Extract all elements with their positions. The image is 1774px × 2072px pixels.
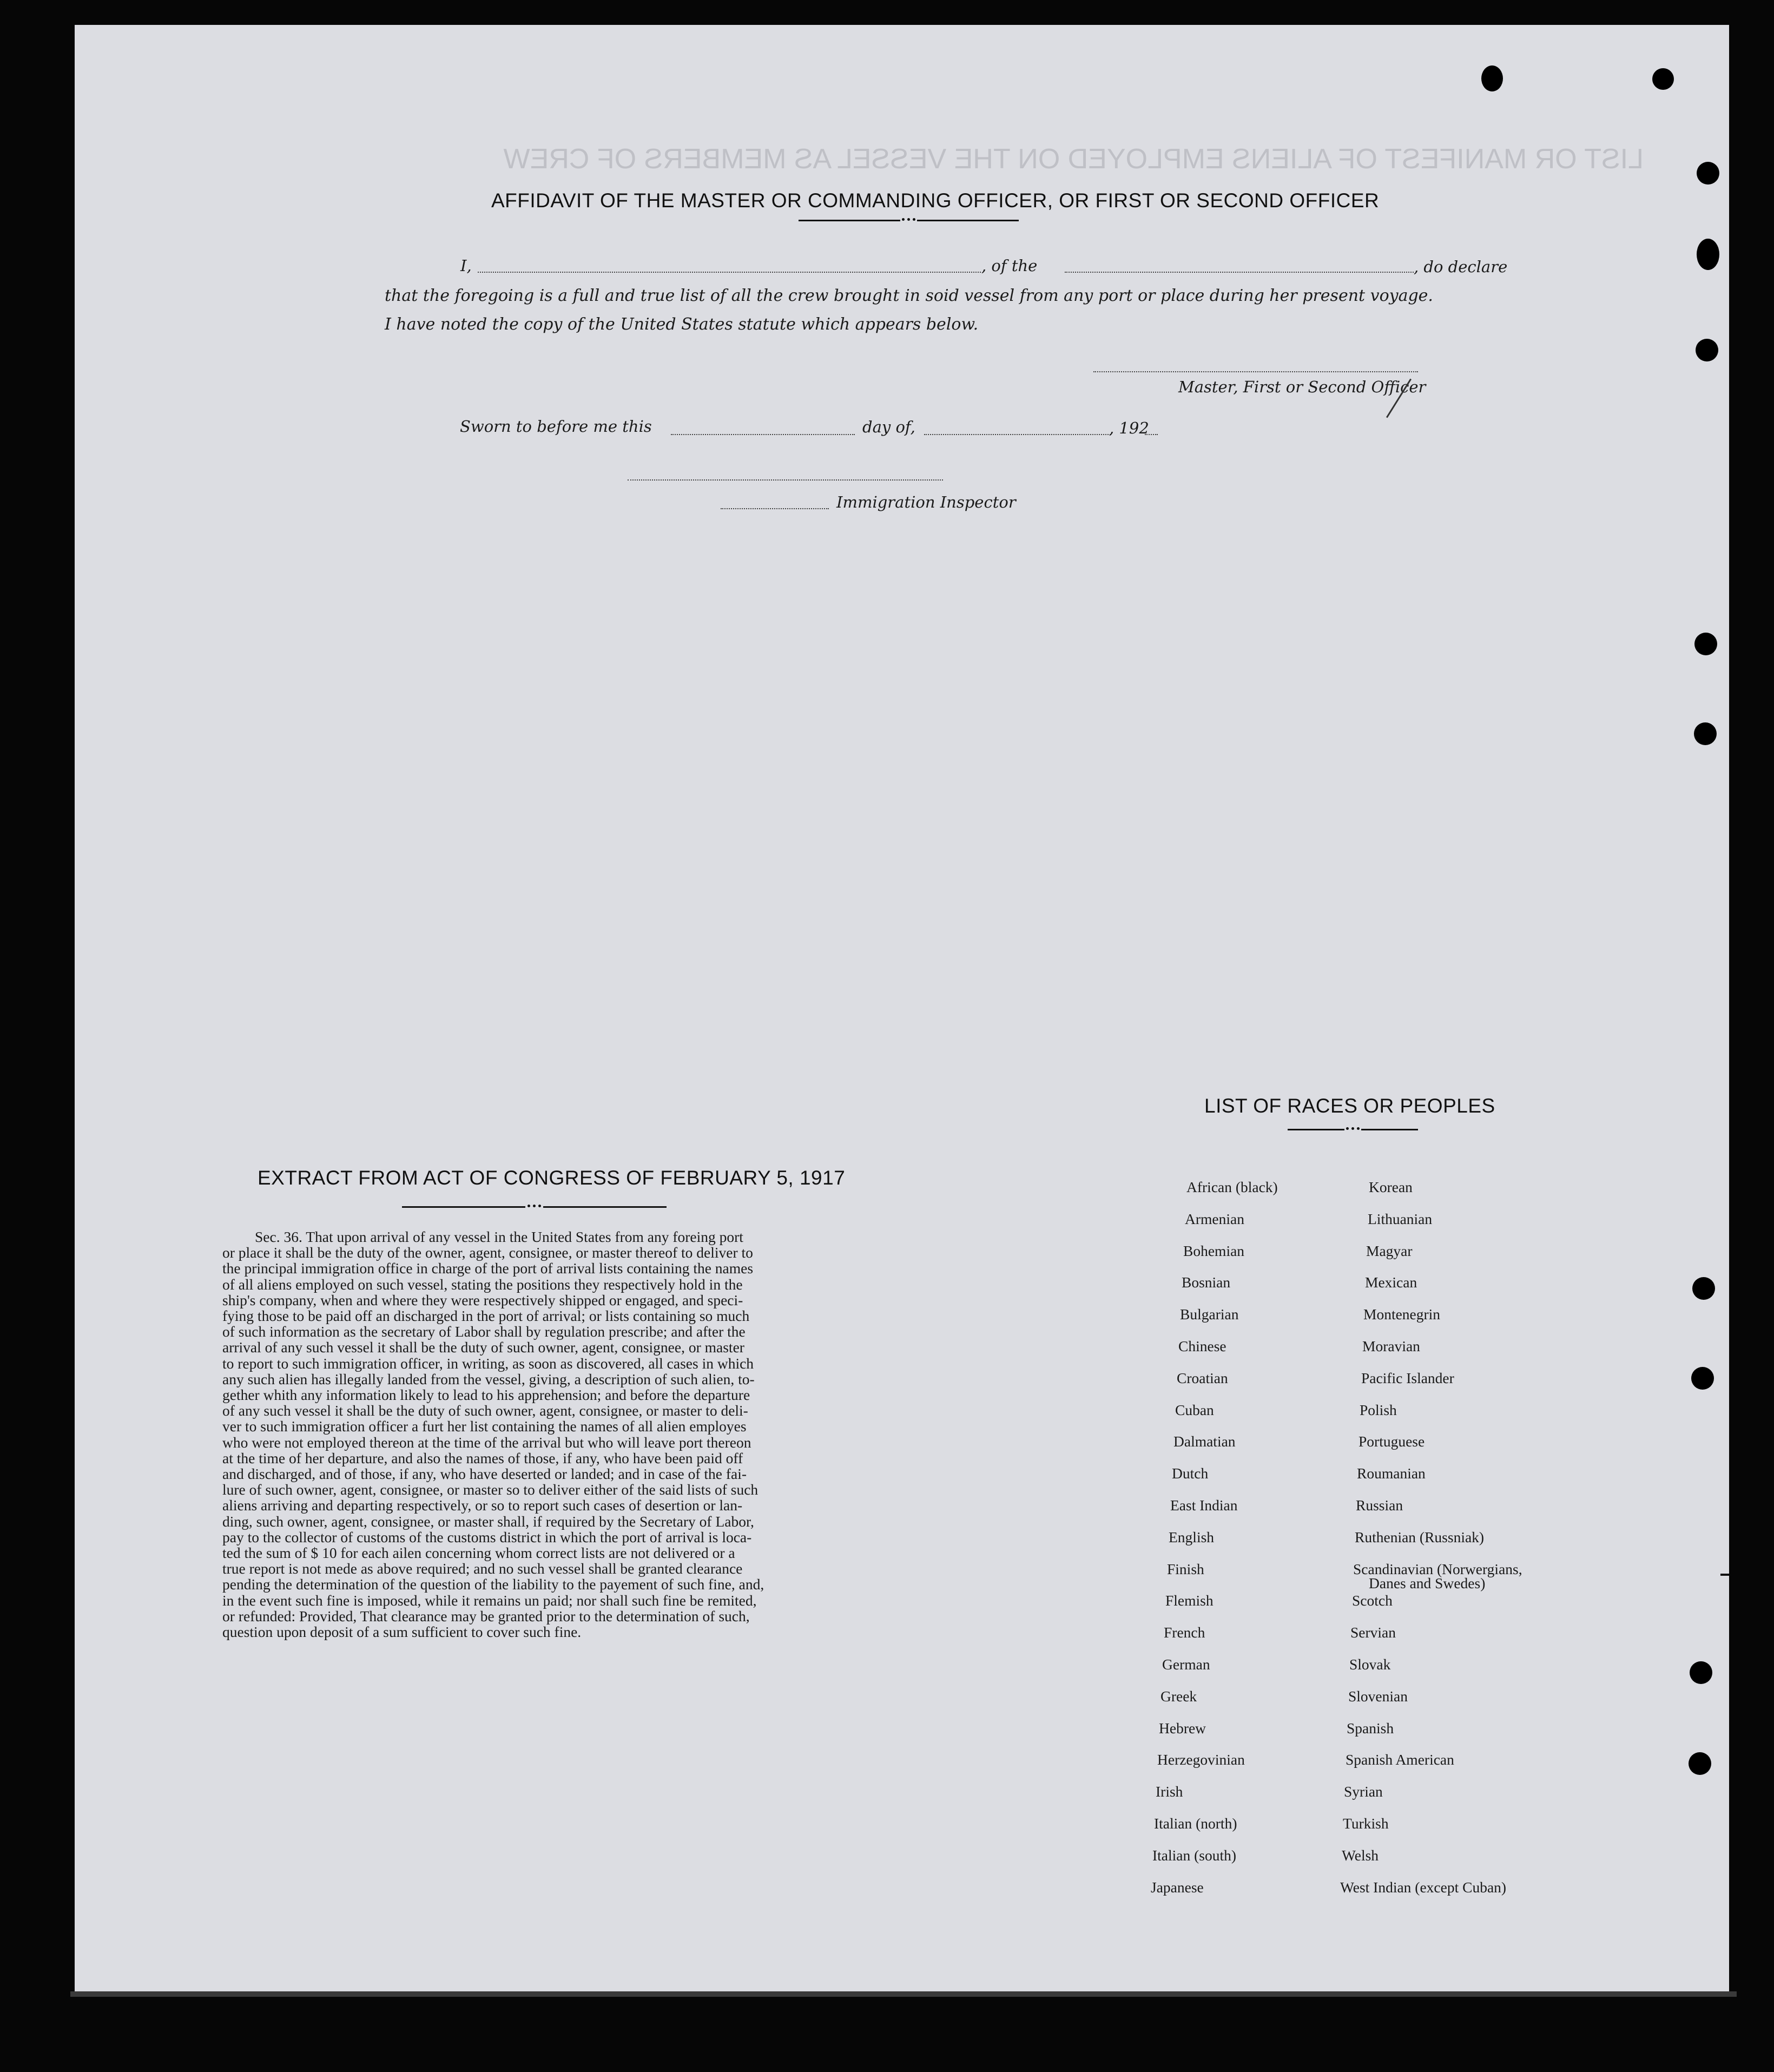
bleed-through-header: LIST OR MANIFEST OF ALIENS EMPLOYED ON THE VESSEL AS MEMBERS OF CREW — [503, 143, 1644, 175]
race-item: Italian (north) — [1154, 1815, 1237, 1832]
name-fill-line — [478, 272, 981, 273]
ornament-dots — [901, 218, 917, 222]
race-item: English — [1169, 1529, 1215, 1545]
race-item: East Indian — [1170, 1497, 1238, 1514]
race-item: Dutch — [1172, 1465, 1209, 1482]
punch-hole — [1697, 162, 1719, 185]
race-item: Pacific Islander — [1361, 1370, 1454, 1386]
affidavit-i: I, — [460, 256, 472, 275]
races-heading: LIST OF RACES OR PEOPLES — [1204, 1095, 1495, 1117]
statute-line: pay to the collector of customs of the customs district in which the port of arrival is loca- — [222, 1528, 752, 1545]
statute-line: the principal immigration office in charge of the port of arrival lists containing the names — [222, 1260, 754, 1277]
punch-hole — [1689, 1752, 1711, 1775]
race-item: Scandinavian (Norwergians, — [1353, 1561, 1522, 1577]
race-item: Welsh — [1342, 1847, 1379, 1864]
race-item: Mexican — [1365, 1274, 1417, 1291]
race-item: Japanese — [1151, 1879, 1204, 1896]
affidavit-heading: AFFIDAVIT OF THE MASTER OR COMMANDING OFFICER, OR FIRST OR SECOND OFFICER — [491, 189, 1380, 212]
statute-line: any such alien has illegally landed from the vessel, giving, a description of such alien, to- — [222, 1370, 755, 1387]
race-item: Croatian — [1177, 1370, 1228, 1386]
race-item: Bulgarian — [1180, 1306, 1239, 1323]
year-fill-line — [1145, 434, 1158, 435]
race-item: Lithuanian — [1368, 1211, 1433, 1227]
statute-line: ted the sum of $ 10 for each ailen concerning whom correct lists are not delivered or a — [222, 1544, 735, 1562]
punch-hole — [1696, 339, 1718, 361]
races-heading-rule-right — [1361, 1129, 1418, 1130]
affidavit-statute-note: I have noted the copy of the United States statute which appears below. — [385, 315, 979, 334]
race-item: Roumanian — [1357, 1465, 1426, 1482]
race-item: Hebrew — [1159, 1720, 1206, 1736]
affidavit-statement: that the foregoing is a full and true list of all the crew brought in soid vessel from any port or place during her present voyage. — [385, 286, 1433, 305]
statute-line: of all aliens employed on such vessel, stating the positions they respectively hold in the — [222, 1275, 743, 1293]
statute-line: pending the determination of the question of the liability to the payement of such fine, and, — [222, 1576, 764, 1593]
statute-line: question upon deposit of a sum sufficient to cover such fine. — [222, 1623, 582, 1641]
race-item: Portuguese — [1358, 1433, 1425, 1450]
race-item: Moravian — [1362, 1338, 1420, 1354]
race-item: Slovenian — [1348, 1688, 1408, 1705]
statute-line: lure of such owner, agent, consignee, or master so to deliver either of the said lists of such — [222, 1481, 759, 1498]
race-item: Ruthenian (Russniak) — [1355, 1529, 1485, 1545]
statute-line: Sec. 36. That upon arrival of any vessel in the United States from any foreing port — [255, 1228, 743, 1245]
race-item: Turkish — [1343, 1815, 1389, 1832]
statute-line: true report is not mede as above required; and no such vessel shall be granted clearance — [222, 1560, 743, 1577]
statute-line: in the event such fine is imposed, while it remains un paid; nor shall such fine be remited, — [222, 1591, 757, 1609]
statute-line: ver to such immigration officer a furt her list containing the names of all alien employes — [222, 1418, 747, 1435]
statute-line: ship's company, when and where they were respectively shipped or engaged, and speci- — [222, 1291, 743, 1308]
inspector-name-line — [721, 508, 829, 509]
master-signature-label: Master, First or Second Officer — [1178, 378, 1426, 396]
race-item: Greek — [1160, 1688, 1197, 1705]
race-item: Korean — [1369, 1179, 1413, 1195]
race-item: Polish — [1360, 1402, 1397, 1418]
ornament-dots — [1345, 1127, 1361, 1131]
punch-hole — [1697, 239, 1719, 270]
year-label: , 192 — [1109, 419, 1149, 437]
statute-line: aliens arriving and departing respectively, or so to report such cases of desertion or lan- — [222, 1497, 743, 1514]
punch-hole — [1694, 722, 1717, 745]
race-item: African (black) — [1186, 1179, 1278, 1195]
race-item: Flemish — [1165, 1592, 1214, 1609]
vessel-fill-line — [1065, 272, 1414, 273]
document-page — [75, 25, 1729, 1991]
scan-shadow — [70, 1991, 1737, 1997]
race-item: French — [1164, 1624, 1205, 1641]
race-item: Scotch — [1352, 1592, 1393, 1609]
edge-mark — [1720, 1574, 1729, 1576]
statute-line: or place it shall be the duty of the owner, agent, consignee, or master thereof to deliver to — [222, 1244, 753, 1261]
race-item: Syrian — [1344, 1783, 1383, 1800]
race-item: Herzegovinian — [1157, 1751, 1245, 1768]
statute-line: of such information as the secretary of Labor shall by regulation prescribe; and after the — [222, 1323, 746, 1340]
punch-hole — [1481, 65, 1503, 91]
day-of-label: day of, — [862, 418, 915, 436]
race-item: West Indian (except Cuban) — [1340, 1879, 1507, 1896]
races-heading-rule-left — [1288, 1129, 1344, 1130]
affidavit-of-the: , of the — [981, 256, 1038, 275]
race-item: Bohemian — [1183, 1242, 1245, 1259]
extract-heading-rule-left — [402, 1206, 525, 1208]
race-item: Spanish American — [1346, 1751, 1454, 1768]
punch-hole — [1692, 1277, 1715, 1300]
master-signature-line — [1093, 371, 1418, 372]
race-item: Servian — [1350, 1624, 1396, 1641]
race-item: Spanish — [1347, 1720, 1394, 1736]
race-item: German — [1162, 1656, 1210, 1673]
month-fill-line — [924, 434, 1111, 435]
statute-line: or refunded: Provided, That clearance may be granted prior to the determination of such, — [222, 1607, 750, 1624]
affidavit-heading-rule-right — [917, 220, 1019, 221]
extract-heading: EXTRACT FROM ACT OF CONGRESS OF FEBRUARY 5, 1917 — [258, 1167, 846, 1189]
race-item: Irish — [1156, 1783, 1183, 1800]
race-item: Magyar — [1366, 1242, 1413, 1259]
statute-line: arrival of any such vessel it shall be the duty of such owner, agent, consignee, or master — [222, 1339, 744, 1356]
race-item: Dalmatian — [1173, 1433, 1236, 1450]
statute-line: of any such vessel it shall be the duty of such owner, agent, consignee, or master to deli- — [222, 1402, 748, 1419]
race-item: Italian (south) — [1152, 1847, 1237, 1864]
race-item: Finish — [1167, 1561, 1204, 1577]
affidavit-heading-rule-left — [799, 220, 900, 221]
extract-heading-rule-right — [543, 1206, 667, 1208]
statute-line: ding, such owner, agent, consignee, or master shall, if required by the Secretary of Labor, — [222, 1512, 754, 1530]
statute-line: to report to such immigration officer, in writing, as soon as discovered, all cases in which — [222, 1354, 754, 1372]
punch-hole — [1652, 68, 1674, 90]
punch-hole — [1694, 633, 1717, 655]
ornament-dots — [526, 1204, 543, 1208]
statute-line: at the time of her departure, and also the names of those, if any, who have been paid off — [222, 1449, 743, 1466]
punch-hole — [1690, 1661, 1712, 1684]
race-item: Slovak — [1349, 1656, 1391, 1673]
statute-line: fying those to be paid off an discharged in the port of arrival; or lists containing so much — [222, 1307, 750, 1325]
statute-line: gether whith any information likely to lead to his apprehension; and before the departure — [222, 1386, 750, 1404]
day-fill-line — [671, 434, 855, 435]
sworn-label: Sworn to before me this — [460, 417, 652, 436]
race-item: Armenian — [1185, 1211, 1244, 1227]
race-item: Bosnian — [1182, 1274, 1231, 1291]
statute-line: and discharged, and of those, if any, who have deserted or landed; and in case of the fai- — [222, 1465, 747, 1483]
inspector-signature-line — [628, 479, 943, 481]
race-item: Cuban — [1175, 1402, 1214, 1418]
race-item: Russian — [1356, 1497, 1403, 1514]
affidavit-do-declare: , do declare — [1414, 258, 1508, 276]
race-item: Chinese — [1178, 1338, 1226, 1354]
punch-hole — [1691, 1367, 1714, 1390]
inspector-label: Immigration Inspector — [836, 493, 1016, 511]
statute-text — [222, 1229, 946, 1640]
statute-line: who were not employed thereon at the time of the arrival but who will leave port thereon — [222, 1433, 751, 1451]
race-continuation: Danes and Swedes) — [1369, 1575, 1486, 1591]
race-item: Montenegrin — [1363, 1306, 1441, 1323]
